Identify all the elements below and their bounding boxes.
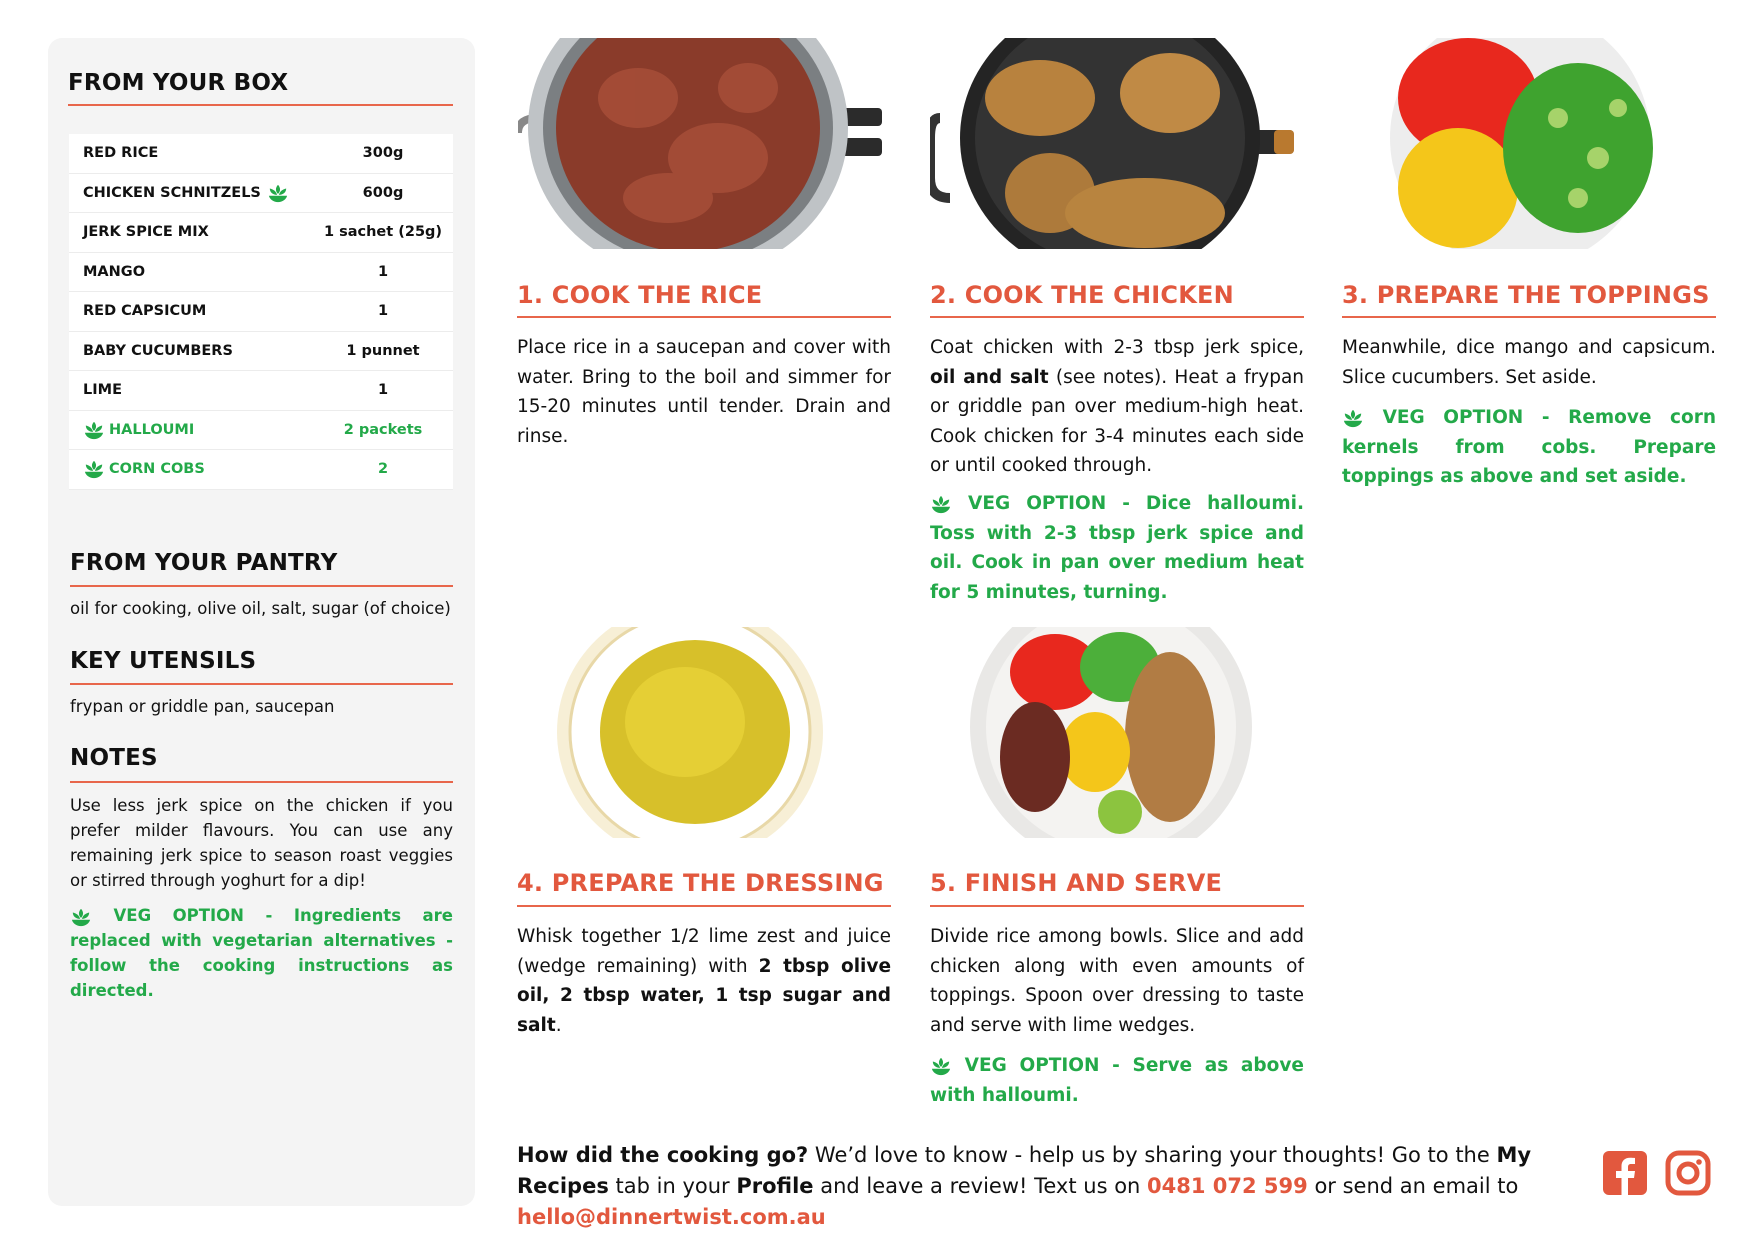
notes-title: NOTES <box>70 745 158 771</box>
rice-pot-image <box>518 38 882 249</box>
from-your-box-title: FROM YOUR BOX <box>68 70 289 96</box>
ingredient-name: CHICKEN SCHNITZELS <box>69 173 313 213</box>
dressing-bowl-image <box>555 627 825 838</box>
leaf-icon <box>267 183 289 203</box>
sidebar-panel <box>48 38 475 1206</box>
step-2-title: 2. COOK THE CHICKEN <box>930 281 1234 309</box>
ingredient-row <box>69 213 453 253</box>
ingredient-quantity: 1 <box>313 292 453 332</box>
ingredient-row <box>69 292 453 332</box>
divider <box>70 781 453 783</box>
ingredients-table <box>69 134 453 490</box>
step-2-veg-option: VEG OPTION - Dice halloumi. Toss with 2-3 tbsp jerk spice and oil. Cook in pan over medium heat for 5 minutes, turning. <box>930 493 1304 603</box>
ingredient-quantity: 2 <box>313 450 453 490</box>
ingredient-row <box>69 331 453 371</box>
divider <box>930 316 1304 318</box>
toppings-plate-image <box>1388 38 1653 249</box>
leaf-icon <box>930 494 952 514</box>
ingredient-name: RED RICE <box>69 134 313 173</box>
divider <box>70 683 453 685</box>
ingredient-name: RED CAPSICUM <box>69 292 313 332</box>
divider <box>517 905 891 907</box>
leaf-icon <box>83 420 105 440</box>
notes-veg-option: VEG OPTION - Ingredients are replaced with vegetarian alternatives - follow the cooking instructions as directed. <box>70 906 454 1000</box>
step-3-veg-option: VEG OPTION - Remove corn kernels from cobs. Prepare toppings as above and set aside. <box>1342 407 1716 487</box>
utensils-text: frypan or griddle pan, saucepan <box>70 697 335 716</box>
step-4-title: 4. PREPARE THE DRESSING <box>517 869 884 897</box>
ingredient-name: LIME <box>69 371 313 411</box>
leaf-icon <box>70 907 92 927</box>
ingredient-quantity: 2 packets <box>313 410 453 450</box>
ingredient-quantity: 1 <box>313 371 453 411</box>
ingredient-quantity: 1 punnet <box>313 331 453 371</box>
ingredient-name: CORN COBS <box>69 450 313 490</box>
from-your-pantry-title: FROM YOUR PANTRY <box>70 550 338 576</box>
finished-bowl-image <box>970 627 1252 838</box>
ingredient-quantity: 1 sachet (25g) <box>313 213 453 253</box>
ingredient-quantity: 1 <box>313 252 453 292</box>
step-3-title: 3. PREPARE THE TOPPINGS <box>1342 281 1710 309</box>
step-5-veg-option: VEG OPTION - Serve as above with halloumi. <box>930 1055 1304 1106</box>
leaf-icon <box>83 459 105 479</box>
ingredient-name: MANGO <box>69 252 313 292</box>
step-2-body: Coat chicken with 2-3 tbsp jerk spice, oil and salt (see notes). Heat a frypan or griddle pan over medium-high heat. Cook chicken for 3-4 minutes each side or until cooked through. <box>930 337 1305 476</box>
key-utensils-title: KEY UTENSILS <box>70 648 257 674</box>
ingredient-row <box>69 410 453 450</box>
facebook-icon[interactable] <box>1602 1150 1648 1196</box>
step-1-title: 1. COOK THE RICE <box>517 281 763 309</box>
chicken-griddle-image <box>930 38 1294 249</box>
ingredient-name: JERK SPICE MIX <box>69 213 313 253</box>
instagram-icon[interactable] <box>1665 1150 1711 1196</box>
ingredient-quantity: 600g <box>313 173 453 213</box>
leaf-icon <box>1342 408 1364 428</box>
ingredient-row <box>69 252 453 292</box>
ingredient-row <box>69 371 453 411</box>
notes-text: Use less jerk spice on the chicken if you prefer milder flavours. You can use any remaining jerk spice to season roast veggies or stirred through yoghurt for a dip! <box>70 796 453 890</box>
step-5-body: Divide rice among bowls. Slice and add chicken along with even amounts of toppings. Spoon over dressing to taste and serve with lime wedges. <box>930 926 1304 1036</box>
phone-link[interactable]: 0481 072 599 <box>1147 1174 1308 1198</box>
pantry-text: oil for cooking, olive oil, salt, sugar (of choice) <box>70 599 451 618</box>
divider <box>70 585 453 587</box>
divider <box>517 316 891 318</box>
step-4-body: Whisk together 1/2 lime zest and juice (wedge remaining) with 2 tbsp olive oil, 2 tbsp water, 1 tsp sugar and salt. <box>517 926 891 1036</box>
divider <box>930 905 1304 907</box>
step-1-body: Place rice in a saucepan and cover with water. Bring to the boil and simmer for 15-20 minutes until tender. Drain and rinse. <box>517 337 891 447</box>
ingredient-name: BABY CUCUMBERS <box>69 331 313 371</box>
leaf-icon <box>930 1056 952 1076</box>
divider <box>68 104 453 106</box>
feedback-footer: How did the cooking go? We’d love to know - help us by sharing your thoughts! Go to the My Recipes tab in your Profile and leave a review! Text us on 0481 072 599 or send an email to hello@dinnertwist.com.au <box>517 1143 1532 1229</box>
ingredient-row <box>69 450 453 490</box>
step-5-title: 5. FINISH AND SERVE <box>930 869 1223 897</box>
ingredient-row <box>69 173 453 213</box>
ingredient-quantity: 300g <box>313 134 453 173</box>
ingredient-row <box>69 134 453 173</box>
divider <box>1342 316 1716 318</box>
step-3-body: Meanwhile, dice mango and capsicum. Slice cucumbers. Set aside. <box>1342 337 1716 388</box>
email-link[interactable]: hello@dinnertwist.com.au <box>517 1205 826 1229</box>
ingredient-name: HALLOUMI <box>69 410 313 450</box>
